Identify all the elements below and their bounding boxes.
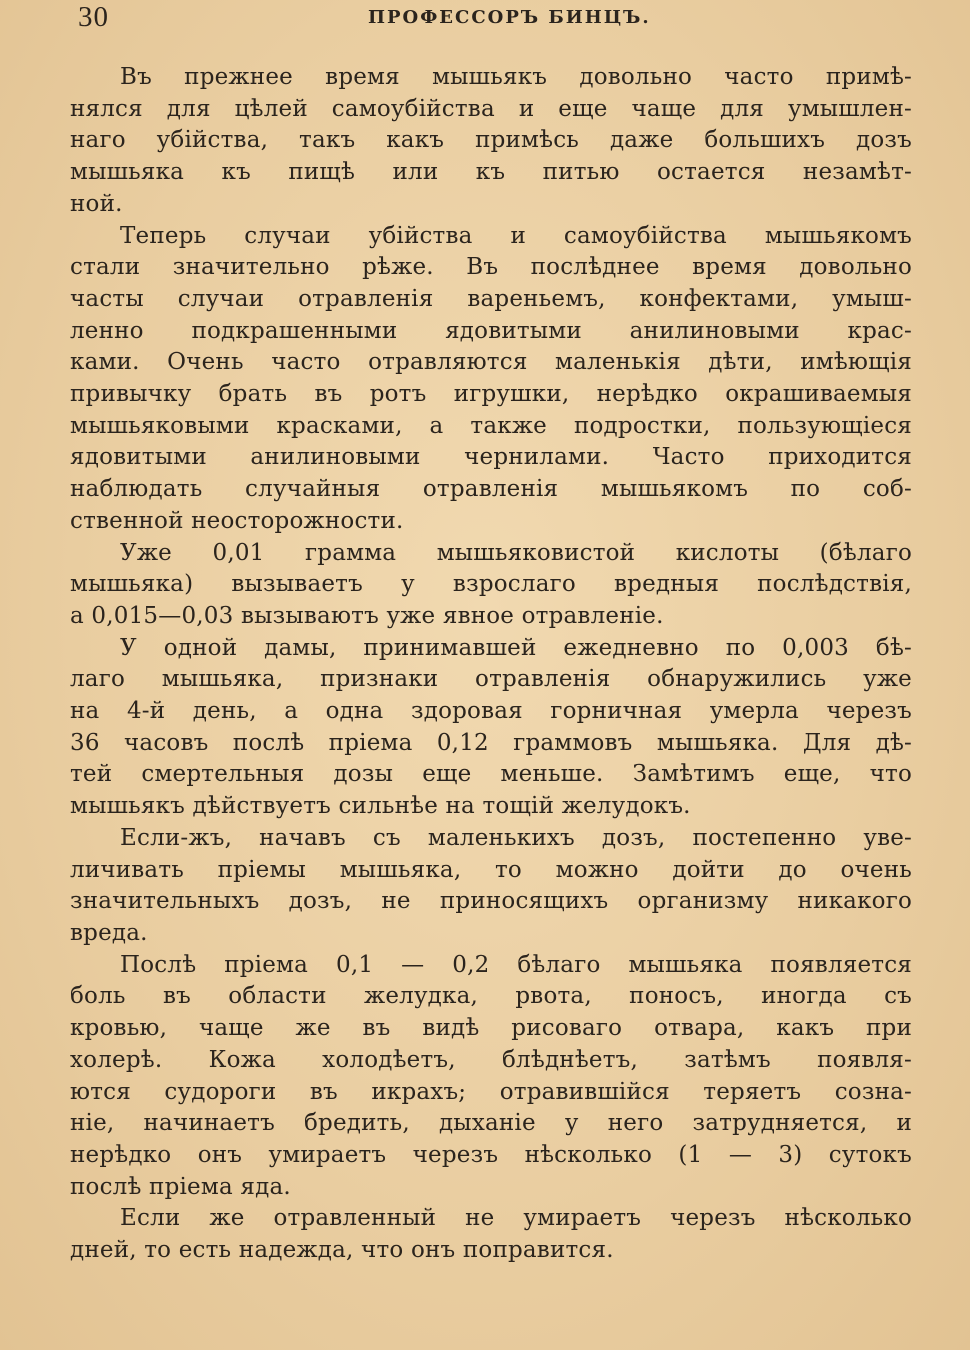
paragraph-1	[70, 62, 912, 221]
text-line: наго убійства, такъ какъ примѣсь даже большихъ дозъ	[70, 127, 912, 154]
text-line: 36 часовъ послѣ пріема 0,12 граммовъ мышьяка. Для дѣ-	[70, 729, 912, 756]
paragraph-7	[70, 1203, 912, 1266]
text-line: ками. Очень часто отравляются маленькія дѣти, имѣющія	[70, 349, 912, 376]
text-line: наблюдать случайныя отравленія мышьякомъ по соб-	[70, 476, 912, 503]
text-line: ленно подкрашенными ядовитыми анилиновыми крас-	[70, 317, 912, 344]
text-line: мышьякъ дѣйствуетъ сильнѣе на тощій желудокъ.	[70, 793, 691, 820]
text-line: Послѣ пріема 0,1 — 0,2 бѣлаго мышьяка появляется	[120, 951, 912, 978]
text-line: Въ прежнее время мышьякъ довольно часто примѣ-	[120, 64, 912, 90]
text-line: дней, то есть надежда, что онъ поправится.	[70, 1237, 614, 1264]
text-line: личивать пріемы мышьяка, то можно дойти до очень	[70, 856, 912, 883]
paragraph-3	[70, 538, 912, 633]
paragraph-6	[70, 950, 912, 1204]
text-line: ной.	[70, 190, 123, 217]
text-line: Если-жъ, начавъ съ маленькихъ дозъ, постепенно уве-	[120, 824, 912, 851]
text-line: мышьяка къ пищѣ или къ питью остается незамѣт-	[70, 159, 912, 186]
text-line: часты случаи отравленія вареньемъ, конфектами, умыш-	[70, 285, 912, 312]
text-line: вреда.	[70, 919, 148, 946]
text-line: холерѣ. Кожа холодѣетъ, блѣднѣетъ, затѣмъ появля-	[70, 1046, 912, 1073]
text-line: Если же отравленный не умираетъ черезъ нѣсколько	[120, 1205, 912, 1232]
text-line: ніе, начинаетъ бредить, дыханіе у него затрудняется, и	[70, 1110, 912, 1137]
text-line: лаго мышьяка, признаки отравленія обнаружились уже	[70, 666, 912, 693]
paragraph-4	[70, 633, 912, 823]
text-line: на 4-й день, а одна здоровая горничная умерла черезъ	[70, 698, 912, 725]
text-line: тей смертельныя дозы еще меньше. Замѣтимъ еще, что	[70, 761, 912, 788]
text-line: мышьяковыми красками, а также подростки, пользующіеся	[70, 412, 912, 439]
text-line: нерѣдко онъ умираетъ черезъ нѣсколько (1 — 3) сутокъ	[70, 1141, 912, 1168]
text-line: стали значительно рѣже. Въ послѣднее время довольно	[70, 254, 912, 281]
text-line: ются судороги въ икрахъ; отравившійся теряетъ созна-	[70, 1078, 912, 1105]
text-line: У одной дамы, принимавшей ежедневно по 0,003 бѣ-	[120, 634, 912, 661]
body-text	[70, 62, 912, 1267]
text-line: мышьяка) вызываетъ у взрослаго вредныя послѣдствія,	[70, 571, 912, 598]
text-line: боль въ области желудка, рвота, поносъ, иногда съ	[70, 983, 912, 1010]
text-line: Теперь случаи убійства и самоубійства мышьякомъ	[120, 222, 912, 249]
text-line: а 0,015—0,03 вызываютъ уже явное отравленіе.	[70, 602, 664, 629]
running-head	[78, 0, 918, 36]
paragraph-5	[70, 823, 912, 950]
running-title: ПРОФЕССОРЪ БИНЦЪ.	[368, 7, 651, 28]
text-line: значительныхъ дозъ, не приносящихъ организму никакого	[70, 888, 912, 915]
text-line: послѣ пріема яда.	[70, 1173, 291, 1200]
page-number: 30	[78, 1, 109, 33]
text-line: нялся для цѣлей самоубійства и еще чаще для умышлен-	[70, 95, 912, 122]
paragraph-2	[70, 221, 912, 538]
text-line: ядовитыми анилиновыми чернилами. Часто приходится	[70, 444, 912, 471]
text-line: кровью, чаще же въ видѣ рисоваго отвара, какъ при	[70, 1015, 912, 1042]
text-line: привычку брать въ ротъ игрушки, нерѣдко окрашиваемыя	[70, 381, 912, 408]
text-line: ственной неосторожности.	[70, 507, 404, 534]
text-line: Уже 0,01 грамма мышьяковистой кислоты (бѣлаго	[120, 539, 912, 566]
